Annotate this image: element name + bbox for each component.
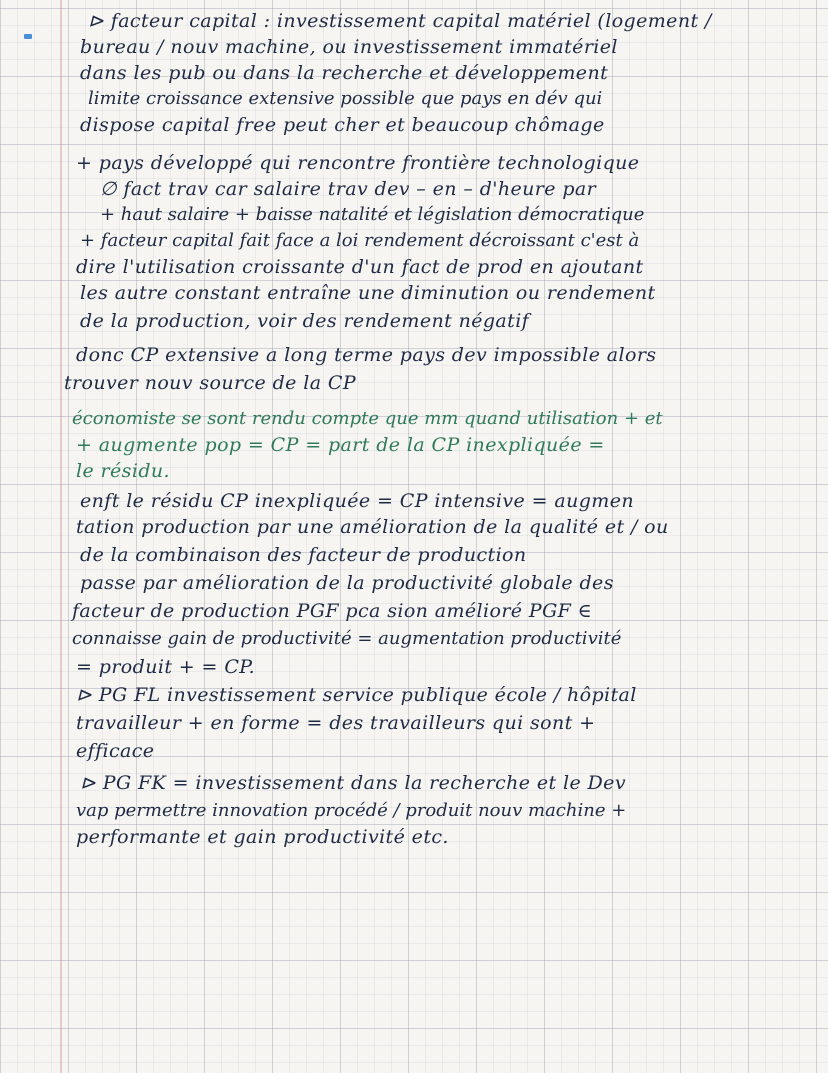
note-line: travailleur + en forme = des travailleurs qui sont +	[76, 712, 596, 734]
note-line: dispose capital free peut cher et beaucoup chômage	[80, 114, 605, 136]
note-line: ∅ fact trav car salaire trav dev – en – d'heure par	[100, 178, 597, 200]
note-line: de la combinaison des facteur de production	[80, 544, 527, 566]
note-line: + augmente pop = CP = part de la CP inexpliquée =	[76, 434, 605, 456]
note-line: passe par amélioration de la productivité globale des	[80, 572, 614, 594]
note-line: ⊳ facteur capital : investissement capital matériel (logement /	[88, 10, 712, 32]
note-line: enft le résidu CP inexpliquée = CP intensive = augmen	[80, 490, 634, 512]
note-line: facteur de production PGF pca sion amélioré PGF ∈	[72, 600, 593, 622]
note-line: bureau / nouv machine, ou investissement immatériel	[80, 36, 618, 58]
note-line: efficace	[76, 740, 155, 762]
note-line: dans les pub ou dans la recherche et développement	[80, 62, 609, 84]
note-line: + haut salaire + baisse natalité et législation démocratique	[100, 204, 645, 225]
note-line: tation production par une amélioration de la qualité et / ou	[76, 516, 669, 538]
note-line: les autre constant entraîne une diminution ou rendement	[80, 282, 656, 304]
note-line: + pays développé qui rencontre frontière technologique	[76, 152, 640, 174]
note-line: connaisse gain de productivité = augmentation productivité	[72, 628, 622, 649]
note-line: le résidu.	[76, 460, 170, 482]
note-line: + facteur capital fait face a loi rendement décroissant c'est à	[80, 230, 640, 251]
note-line: ⊳ PG FL investissement service publique école / hôpital	[76, 684, 637, 706]
note-line: trouver nouv source de la CP	[64, 372, 357, 394]
note-line: limite croissance extensive possible que pays en dév qui	[88, 88, 603, 109]
note-line: donc CP extensive a long terme pays dev impossible alors	[76, 344, 657, 366]
note-line: de la production, voir des rendement négatif	[80, 310, 530, 332]
note-line: performante et gain productivité etc.	[76, 826, 449, 848]
note-line: = produit + = CP.	[76, 656, 256, 678]
note-line: économiste se sont rendu compte que mm quand utilisation + et	[72, 408, 663, 429]
note-line: dire l'utilisation croissante d'un fact de prod en ajoutant	[76, 256, 644, 278]
note-line: vap permettre innovation procédé / produit nouv machine +	[76, 800, 627, 821]
note-line: ⊳ PG FK = investissement dans la recherche et le Dev	[80, 772, 626, 794]
